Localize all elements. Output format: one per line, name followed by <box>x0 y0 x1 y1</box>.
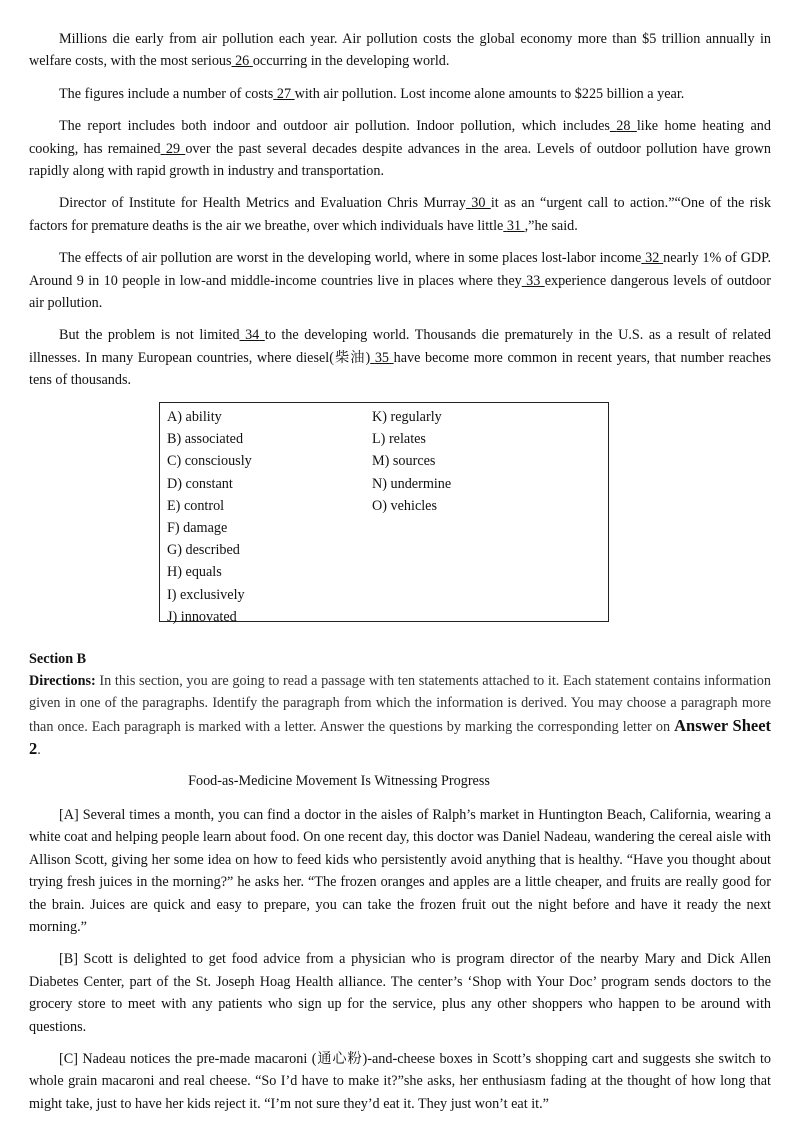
word-bank-box <box>159 402 609 625</box>
text: ,”he said. <box>524 217 578 234</box>
paragraph-3 <box>29 115 771 182</box>
text: But the problem is not limited <box>59 327 240 344</box>
option-j[interactable]: J) innovated <box>167 608 237 625</box>
passage-body <box>29 804 771 1125</box>
blank-34[interactable]: 34 <box>245 327 260 344</box>
paragraph-6 <box>29 324 771 391</box>
text: over the past several decades despite advances in the area. Levels of outdoor pollution have grown rapidly along with rapid growth in industry and transportation. <box>29 140 771 180</box>
paragraph-2 <box>29 83 771 105</box>
passage-paragraph-c: [C] Nadeau notices the pre-made macaroni (通心粉)-and-cheese boxes in Scott’s shopping cart and suggests she switch to whole grain macaroni and real cheese. “So I’d have to make it?”she asks, her enthusiasm fading at the thought of how long that might take, just to have her kids reject it. “I’m not sure they’d eat it. They just won’t eat it.” <box>29 1051 771 1112</box>
text: it as an “urgent call to action.”“One of the risk factors for premature deaths is the air we breathe, over which individuals have little <box>29 195 771 234</box>
passage-paragraph-b: [B] Scott is delighted to get food advice from a physician who is program director of the nearby Mary and Dick Allen Diabetes Center, part of the St. Joseph Hoag Health alliance. The center’s ‘Shop with Your Doc’ program sends doctors to the grocery store to meet with any patients who sign up for the service, plus any other shoppers who happen to be around with questions. <box>29 951 771 1035</box>
option-d[interactable]: D) constant <box>167 475 233 492</box>
blank-28[interactable]: 28 <box>616 118 631 135</box>
text: with air pollution. Lost income alone amounts to $225 billion a year. <box>294 85 685 102</box>
blank-32[interactable]: 32 <box>645 250 660 267</box>
option-l[interactable]: L) relates <box>372 431 426 448</box>
directions-text: In this section, you are going to read a passage with ten statements attached to it. Each statement contains information given in one of the paragraphs. Identify the paragraph from which the information is derived. You may choose a paragraph more than once. Each paragraph is marked with a letter. Answer the questions by marking the corresponding letter on <box>29 673 771 735</box>
period: . <box>37 742 41 759</box>
text: experience dangerous levels of outdoor air pollution. <box>29 272 772 312</box>
blank-29[interactable]: 29 <box>165 140 181 157</box>
text: The figures include a number of costs <box>59 85 274 102</box>
option-o[interactable]: O) vehicles <box>372 497 438 514</box>
blank-33[interactable]: 33 <box>526 272 541 289</box>
text: The report includes both indoor and outdoor air pollution. Indoor pollution, which includes <box>59 118 610 135</box>
text: nearly 1% of GDP. Around 9 in 10 people in low-and middle-income countries live in places where they <box>29 250 772 289</box>
text: Millions die early from air pollution each year. Air pollution costs the global economy more than $5 trillion annually in welfare costs, with the most serious <box>29 31 771 70</box>
paragraph-1 <box>29 28 771 73</box>
answer-sheet-label: Answer Sheet 2 <box>29 715 772 759</box>
paragraph-4 <box>29 192 771 237</box>
document-page <box>29 28 772 1112</box>
text: to the developing world. Thousands die prematurely in the U.S. as a result of related illnesses. In many European countries, where diesel(柴油) <box>29 327 771 366</box>
passage-title: Food-as-Medicine Movement Is Witnessing Progress <box>188 773 490 789</box>
text: Director of Institute for Health Metrics and Evaluation Chris Murray <box>59 195 466 212</box>
option-h[interactable]: H) equals <box>167 564 222 581</box>
text: The effects of air pollution are worst in the developing world, where in some places lost-labor income <box>59 250 642 267</box>
text: occurring in the developing world. <box>252 53 450 70</box>
option-m[interactable]: M) sources <box>372 453 436 470</box>
passage-paragraph-a: [A] Several times a month, you can find a doctor in the aisles of Ralph’s market in Huntington Beach, California, wearing a white coat and helping people learn about food. On one recent day, this doctor was Daniel Nadeau, wandering the cereal aisle with Allison Scott, giving her some idea on how to feed kids who persistently avoid anything that is healthy. “Have you thought about trying fresh juices in the morning?” he asks her. “The frozen oranges and apples are a little cheaper, and fruits are really good for the brain. Juices are quick and easy to prepare, you can take the frozen fruit out the night before and have it ready the next morning.” <box>29 807 771 936</box>
option-c[interactable]: C) consciously <box>167 453 252 470</box>
text: like home heating and cooking, has remained <box>29 118 771 157</box>
word-bank-left-column <box>167 406 252 628</box>
option-k[interactable]: K) regularly <box>372 409 442 425</box>
blank-27[interactable]: 27 <box>276 85 292 102</box>
paragraph-5 <box>29 247 771 314</box>
section-b-title: Section B <box>29 651 87 667</box>
option-n[interactable]: N) undermine <box>372 475 452 492</box>
word-bank-right-column <box>372 406 451 517</box>
option-g[interactable]: G) described <box>167 542 240 559</box>
option-i[interactable]: I) exclusively <box>167 586 245 603</box>
blank-30[interactable]: 30 <box>471 195 486 212</box>
blank-26[interactable]: 26 <box>235 53 250 70</box>
text: have become more common in recent years, that number reaches tens of thousands. <box>29 349 772 389</box>
option-f[interactable]: F) damage <box>167 519 228 536</box>
option-a[interactable]: A) ability <box>167 409 222 425</box>
option-e[interactable]: E) control <box>167 497 225 514</box>
option-b[interactable]: B) associated <box>167 431 244 448</box>
blank-35[interactable]: 35 <box>374 349 389 366</box>
section-b-directions <box>29 670 771 762</box>
directions-label: Directions: <box>29 673 96 689</box>
blank-31[interactable]: 31 <box>506 217 522 234</box>
